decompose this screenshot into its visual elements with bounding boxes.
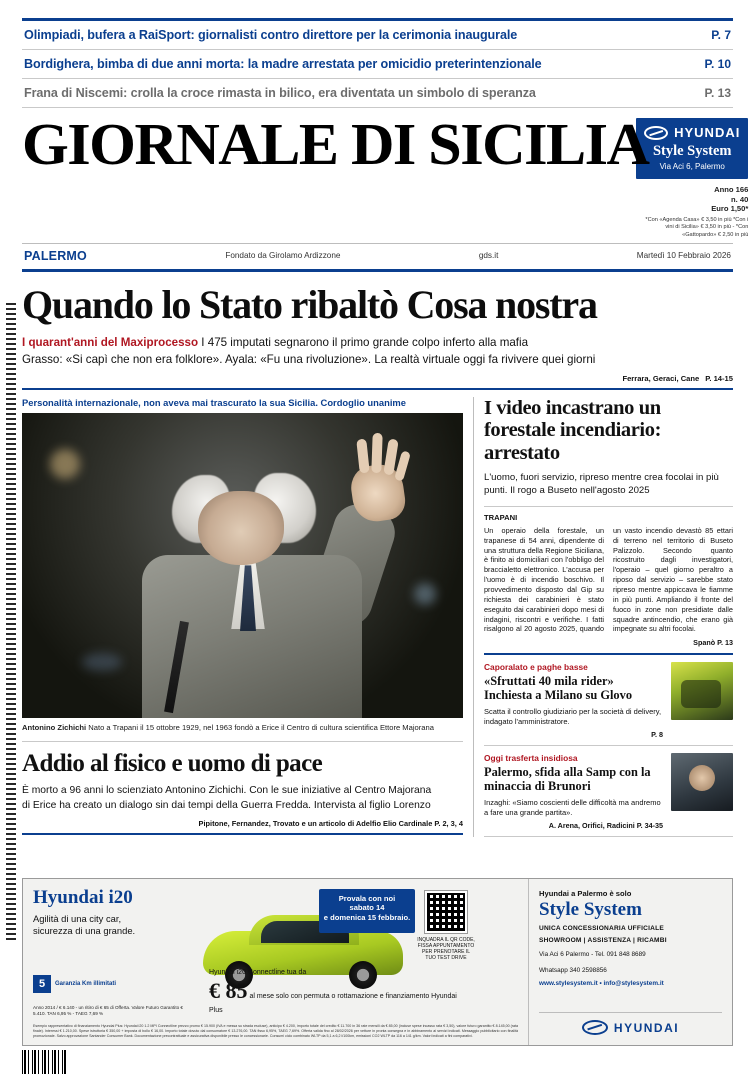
hyundai-brand-label: HYUNDAI (674, 125, 741, 140)
issue-info (636, 185, 748, 239)
right-item-page: A. Arena, Orifici, Radicini P. 34-35 (548, 821, 663, 831)
ad-guarantee-badge (33, 975, 116, 993)
ad-dealer-panel (528, 879, 732, 1045)
hyundai-logo-row (644, 125, 740, 140)
right-item-body: Scatta il controllo giudiziario per la società di delivery, indagato l'amministratore. (484, 706, 662, 727)
dealer-website[interactable]: www.stylesystem.it • info@stylesystem.it (539, 980, 664, 988)
dealer-address: Via Aci 6 Palermo - Tel. 091 848 8689 (539, 950, 646, 958)
qr-caption: INQUADRA IL QR CODE, FISSA APPUNTAMENTO PER PRENOTARE IL TUO TEST DRIVE (417, 937, 475, 961)
ad-price-block (209, 968, 459, 1015)
issue-number: n. 40 (731, 194, 749, 204)
photo-light (82, 653, 122, 671)
website-label[interactable]: gds.it (478, 251, 499, 261)
barcode (22, 1050, 68, 1074)
right-item-title: Palermo, sfida alla Samp con la minaccia di Brunori (484, 765, 651, 793)
right-body-part1: Un operaio della forestale, un trapanese di 54 anni, dipendente di una struttura della Regione Siciliana, è finito ai domiciliari con l'obbligo del braccialetto elettronico. L'accusa per l'uomo è di incendio boschivo. Il provvedimento disposto dal Gip su richiesta dei carabinieri è stato eseguito dai carabinieri dopo mesi di indagini, riscontri e verifiche. I fatti risalgono al 20 agosto 2025, (484, 525, 604, 634)
teaser-row[interactable] (22, 50, 733, 79)
photo-caption-name: Antonino Zichichi (22, 723, 87, 733)
dealer-brand-strip (539, 1012, 722, 1035)
issue-year: Anno 166 (714, 185, 749, 194)
right-item-page: P. 8 (651, 730, 663, 740)
teaser-page: P. 10 (704, 57, 731, 71)
hyundai-address-label: Via Aci 6, Palermo (659, 162, 725, 171)
hyundai-logo-icon (582, 1020, 608, 1035)
side-rail-decoration (6, 300, 16, 940)
coach-photo (671, 753, 733, 811)
teaser-row[interactable] (22, 79, 733, 108)
ad-fineprint: Esempio rappresentativo di finanziamento Hyundai Plus: Hyundai i20 1.2 MPI Connectline prezzo promo € 15.900 (IVA e messa su strada escluse), anticipo € 4.200, importo totale del credito € 11.700 in 36 rate mensili da € 85,00 (incluse spese incasso rata € 3,50), valore futuro garantito € 8.145,00 (rata finale). Interessi € 1.210,00. Spese istruttoria € 350,00 + imposta di bollo € 16,00. Importo totale dovuto dal consumatore € 13.276,00. TAN fisso 6,95%, TAEG 7,69%. Offerta valida fino al 28/02/2026 per vetture in pronta consegna e in abbinamento ai servizi indicati. Messaggio pubblicitario con finalità promozionale. Salvo approvazione Santander Consumer Bank. Documentazione precontrattuale e assicurativa disponibile presso le concessionarie. Consumi ciclo combinato WLTP da 5,1 a 6,2 l/100km, emissioni CO2 WLTP da 116 a 141 g/km. Valori indicati a fini comparativi. (33, 1024, 518, 1039)
ad-badge-line3: e domenica 15 febbraio. (323, 912, 411, 922)
list-item[interactable] (484, 655, 733, 746)
dealer-subtitle: UNICA CONCESSIONARIA UFFICIALE (539, 924, 664, 932)
right-column (473, 397, 733, 837)
guarantee-years-number: 5 (33, 975, 51, 993)
left-column (22, 397, 473, 837)
issue-price-fineprint: *Con «Agenda Casa» € 3,50 in più *Con i vini di Sicilia» € 3,50 in più - *Con «Gattopardo» € 2,50 in più (645, 217, 749, 238)
lead-byline (22, 374, 733, 390)
ad-title: Hyundai i20 (33, 887, 133, 908)
bottom-advertisement[interactable] (22, 878, 733, 1046)
issue-price: Euro 1,50* (711, 204, 749, 214)
photo-caption-text: Nato a Trapani il 15 ottobre 1929, nel 1963 fondò a Erice il Centro di cultura scientifica Ettore Majorana (88, 723, 434, 733)
ad-price-amount: € 85 (209, 978, 248, 1004)
ad-price-post: al mese solo con permuta o rottamazione e finanziamento Hyundai Plus (209, 993, 457, 1014)
ad-claim-line2: sicurezza di una grande. (33, 925, 136, 937)
photo-finger (371, 433, 382, 473)
qr-code-icon[interactable] (425, 891, 467, 933)
hyundai-brand-label: HYUNDAI (613, 1020, 680, 1035)
right-credit: Spanò P. 13 (484, 634, 733, 655)
dealer-name: Style System (539, 899, 642, 920)
lead-sub-line2: Grasso: «Si capì che non era folklore». Ayala: «Fu una rivoluzione». La realtà virtuale oggi fa rivivere quei giorni (22, 352, 596, 366)
right-dateline: TRAPANI (484, 512, 518, 522)
right-article-body (484, 526, 733, 634)
ad-left-fineprint: Anno 2014 / € 6.140 - un ritiro di € 65 di Offerta. Valore Futuro Garantito € 5.410. TAN 6,95 % - TAEG 7,69 % (33, 1004, 183, 1016)
left-sub-line1: È morto a 96 anni lo scienziato Antonino Zichichi. Con le sue iniziative al Centro Majorana (22, 785, 432, 797)
right-headline[interactable]: I video incastrano un forestale incendiario: arrestato (484, 397, 661, 464)
ad-testdrive-badge[interactable] (319, 889, 415, 933)
ad-left-panel (23, 879, 528, 1045)
left-eyebrow: Personalità internazionale, non aveva mai trascurato la sua Sicilia. Cordoglio unanime (22, 397, 406, 409)
hyundai-dealer-label: Style System (652, 143, 732, 159)
masthead-ad-hyundai[interactable] (636, 118, 748, 179)
left-sub-line2: di Erice ha creato un dialogo sin dai tempi della Guerra Fredda. Intervista al figlio Lorenzo (22, 800, 431, 812)
rider-photo (671, 662, 733, 720)
photo-finger (394, 451, 411, 482)
lead-kicker: I quarant'anni del Maxiprocesso (22, 335, 199, 349)
edition-date: Martedì 10 Febbraio 2026 (636, 251, 731, 261)
edition-city: PALERMO (24, 248, 87, 263)
dealer-intro: Hyundai a Palermo è solo (539, 889, 632, 898)
teaser-text: Frana di Niscemi: crolla la croce rimasta in bilico, era diventata un simbolo di speranza (24, 86, 536, 100)
dealer-whatsapp[interactable]: Whatsapp 340 2598856 (539, 966, 607, 974)
guarantee-label: Garanzia Km illimitati (55, 980, 117, 987)
dealer-services: SHOWROOM | ASSISTENZA | RICAMBI (539, 936, 667, 944)
photo-finger (356, 439, 369, 474)
teaser-text: Bordighera, bimba di due anni morta: la madre arrestata per omicidio preterintenzionale (24, 57, 542, 71)
left-subhead (22, 784, 463, 814)
right-subhead: L'uomo, fuori servizio, ripreso mentre crea focolai in più punti. Il rogo a Buseto nell'agosto 2025 (484, 471, 733, 507)
right-item-title: «Sfruttati 40 mila rider» Inchiesta a Milano su Glovo (484, 674, 633, 703)
lead-headline[interactable]: Quando lo Stato ribaltò Cosa nostra (22, 281, 597, 327)
left-credit: Pipitone, Fernandez, Trovato e un articolo di Adelfio Elio Cardinale P. 2, 3, 4 (22, 814, 463, 835)
right-item-text (484, 753, 663, 830)
right-item-kicker: Caporalato e paghe basse (484, 662, 588, 673)
lead-photo-zichichi (22, 413, 463, 718)
newspaper-logo: GIORNALE DI SICILIA (22, 111, 649, 177)
photo-face (198, 491, 284, 565)
photo-light (50, 449, 80, 479)
ad-badge-line2: sabato 14 (349, 903, 385, 913)
ad-badge-line1: Provala con noi (338, 894, 396, 903)
list-item[interactable] (484, 746, 733, 837)
right-item-body: Inzaghi: «Siamo coscienti delle difficoltà ma andremo a fare una grande partita». (484, 797, 661, 817)
founder-note: Fondato da Girolamo Ardizzone (225, 251, 341, 261)
left-headline[interactable]: Addio al fisico e uomo di pace (22, 749, 323, 777)
lead-sub-line1: I 475 imputati segnarono il primo grande colpo inferto alla mafia (198, 335, 529, 349)
body-grid (22, 397, 733, 837)
teaser-row[interactable] (22, 21, 733, 50)
edition-infobar (22, 243, 733, 272)
ad-claim-line1: Agilità di una city car, (33, 913, 122, 924)
lead-subhead (22, 335, 733, 375)
teaser-page: P. 13 (704, 86, 731, 100)
right-item-text (484, 662, 663, 739)
teaser-text: Olimpiadi, bufera a RaiSport: giornalisti contro direttore per la cerimonia inaugurale (24, 28, 518, 42)
masthead (22, 108, 749, 241)
hyundai-logo-icon (644, 126, 668, 140)
teaser-strip (22, 18, 733, 108)
photo-light (414, 583, 436, 605)
lead-byline-authors: Ferrara, Geraci, Cane (622, 374, 700, 384)
masthead-right (636, 118, 748, 239)
right-item-kicker: Oggi trasferta insidiosa (484, 753, 578, 764)
photo-caption (22, 718, 463, 741)
teaser-page: P. 7 (711, 28, 731, 42)
right-body-part2: quando un vasto incendio devastò 85 ettari di terreno nel territorio di Buseto Palizzolo. Secondo quanto ricostruito dagli investigatori, l'operaio – quel giorno peraltro a riposo dal servizio – sarebbe stato ripreso mentre appiccava le fiamme in più punti. Ampliando il fronte del fuoco in zone non presidiate dalle squadre antincendio, che erano già impegnate su altri focolai. (579, 525, 733, 634)
ad-price-pre: Hyundai i20 Connectline tua da (209, 969, 307, 977)
lead-byline-page: P. 14-15 (705, 374, 733, 384)
